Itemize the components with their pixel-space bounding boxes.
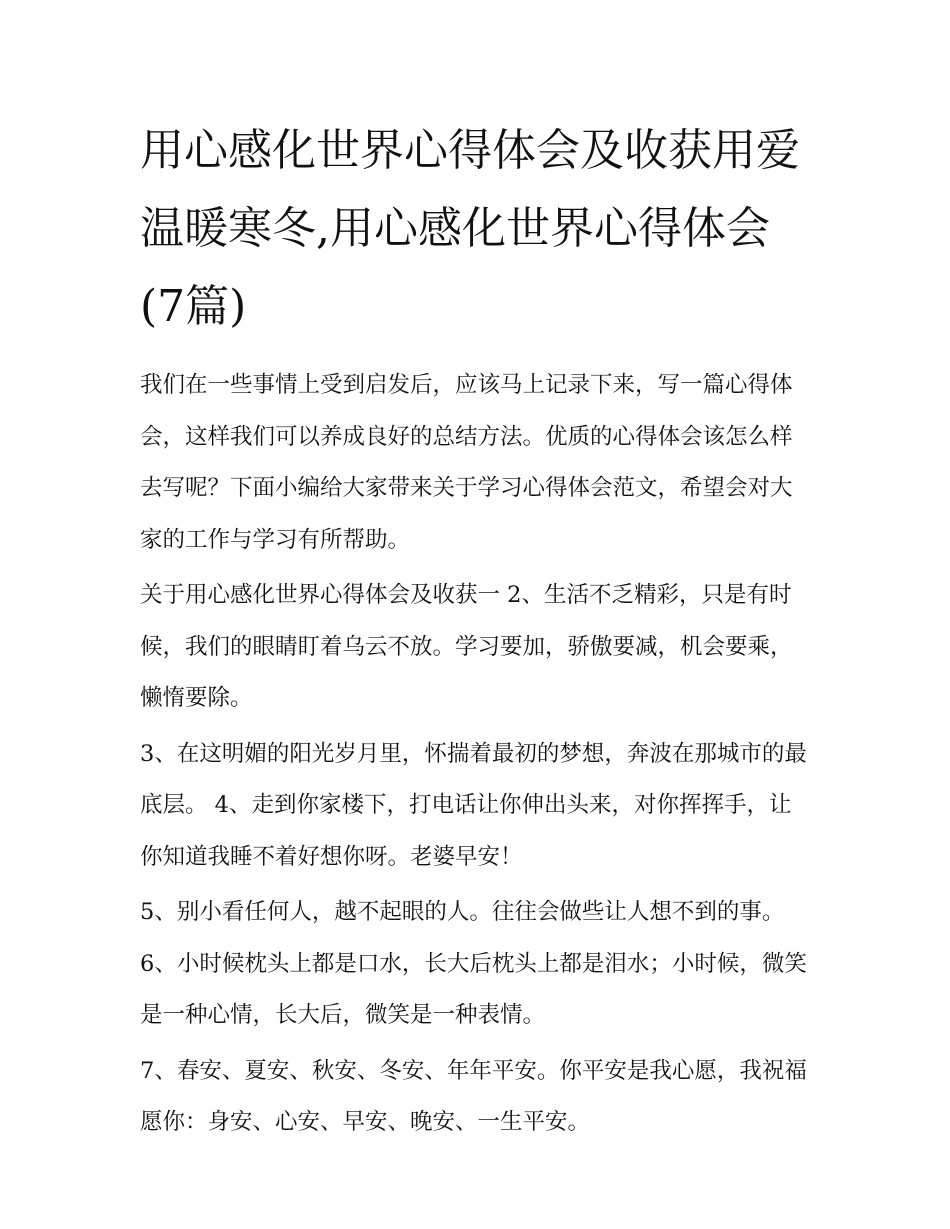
paragraph-intro: 我们在一些事情上受到启发后，应该马上记录下来，写一篇心得体会，这样我们可以养成良好的总结方法。优质的心得体会该怎么样去写呢？下面小编给大家带来关于学习心得体会范文，希望会对大家的工作与学习有所帮助。	[140, 372, 793, 553]
paragraph-item-1-2: 关于用心感化世界心得体会及收获一 2、生活不乏精彩，只是有时候，我们的眼睛盯着乌云不放。学习要加，骄傲要减，机会要乘，懒惰要除。	[140, 582, 793, 711]
paragraph-item-5-6: 5、别小看任何人，越不起眼的人。往往会做些让人想不到的事。 6、小时候枕头上都是口水，长大后枕头上都是泪水；小时候，微笑是一种心情，长大后，微笑是一种表情。	[140, 899, 807, 1028]
paragraph-item-7: 7、春安、夏安、秋安、冬安、年年平安。你平安是我心愿，我祝福愿你：身安、心安、早安、晚安、一生平安。	[140, 1057, 807, 1135]
document-title: 用心感化世界心得体会及收获用爱温暖寒冬,用心感化世界心得体会(7篇)	[140, 125, 800, 332]
document-page	[140, 112, 812, 1153]
paragraph-item-3-4: 3、在这明媚的阳光岁月里，怀揣着最初的梦想，奔波在那城市的最底层。 4、走到你家楼下，打电话让你伸出头来，对你挥挥手，让你知道我睡不着好想你呀。老婆早安！	[140, 740, 807, 870]
